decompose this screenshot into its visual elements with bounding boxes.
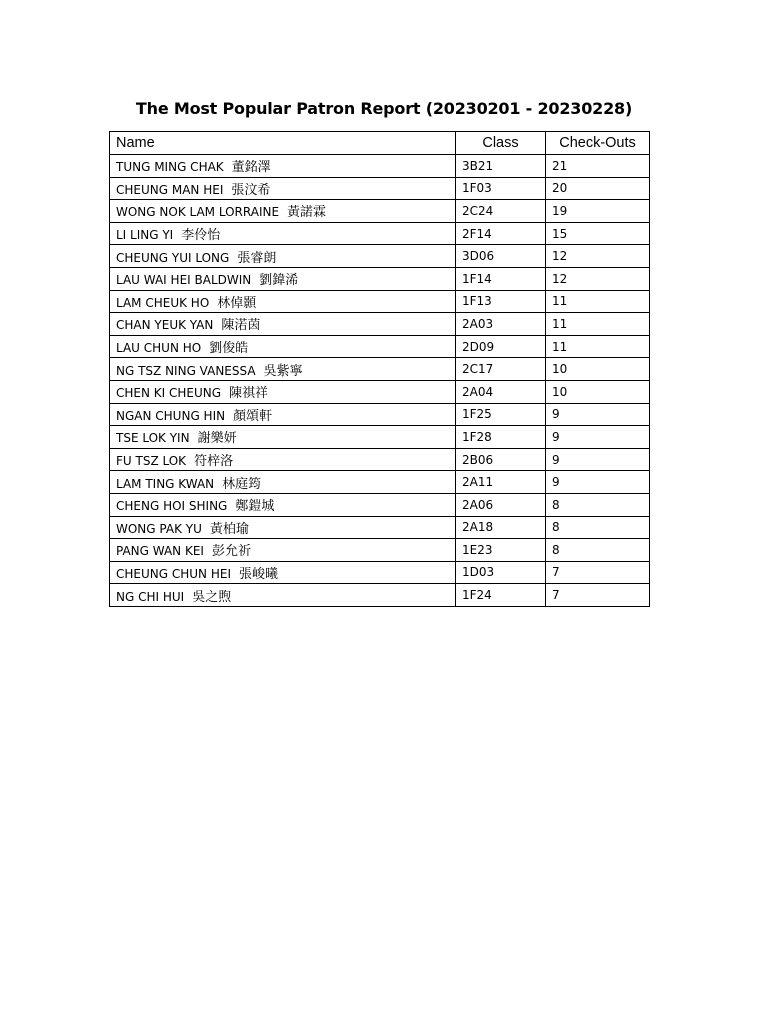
table-row xyxy=(110,516,650,539)
patron-name-chinese: 張峻曦 xyxy=(238,566,278,582)
cell-name xyxy=(110,561,456,584)
patron-name-english: FU TSZ LOK xyxy=(116,454,187,469)
patron-name-chinese: 陳渃茵 xyxy=(221,318,261,334)
patron-name-english: NG TSZ NING VANESSA xyxy=(116,363,256,378)
patron-name-english: CHENG HOI SHING xyxy=(116,499,228,514)
cell-name xyxy=(110,245,456,268)
patron-name-english: LAM TING KWAN xyxy=(116,476,215,491)
cell-class: 1F28 xyxy=(456,426,546,449)
cell-name xyxy=(110,584,456,607)
patron-name-english: CHAN YEUK YAN xyxy=(116,318,214,333)
patron-name-english: CHEUNG YUI LONG xyxy=(116,250,230,265)
patron-name-chinese: 符梓洛 xyxy=(194,454,234,470)
cell-class: 2F14 xyxy=(456,222,546,245)
patron-name-chinese: 劉鍏浠 xyxy=(259,273,299,289)
patron-name-english: WONG PAK YU xyxy=(116,521,202,536)
cell-checkouts: 11 xyxy=(546,290,650,313)
table-row xyxy=(110,403,650,426)
cell-name xyxy=(110,516,456,539)
patron-name-chinese: 彭允祈 xyxy=(211,544,251,560)
cell-class: 1E23 xyxy=(456,539,546,562)
patron-name-english: CHEN KI CHEUNG xyxy=(116,386,222,401)
patron-name-chinese: 吳之煦 xyxy=(192,589,232,605)
cell-class: 1F03 xyxy=(456,177,546,200)
table-body xyxy=(110,155,650,607)
cell-checkouts: 10 xyxy=(546,380,650,403)
cell-class: 1F24 xyxy=(456,584,546,607)
cell-checkouts: 8 xyxy=(546,516,650,539)
cell-checkouts: 15 xyxy=(546,222,650,245)
cell-checkouts: 9 xyxy=(546,426,650,449)
table-row xyxy=(110,200,650,223)
patron-name-chinese: 董銘澤 xyxy=(231,160,271,176)
cell-checkouts: 7 xyxy=(546,561,650,584)
cell-class: 2C24 xyxy=(456,200,546,223)
patron-name-english: WONG NOK LAM LORRAINE xyxy=(116,205,280,220)
patron-name-english: TUNG MING CHAK xyxy=(116,160,224,175)
table-row xyxy=(110,177,650,200)
table-header-row xyxy=(110,132,650,155)
table-row xyxy=(110,155,650,178)
cell-checkouts: 9 xyxy=(546,448,650,471)
table-row xyxy=(110,471,650,494)
table-row xyxy=(110,539,650,562)
patron-name-chinese: 張睿朗 xyxy=(237,250,277,266)
patron-name-chinese: 李伶怡 xyxy=(181,228,221,244)
cell-name xyxy=(110,177,456,200)
cell-checkouts: 12 xyxy=(546,267,650,290)
patron-name-chinese: 張汶希 xyxy=(231,182,271,198)
cell-class: 2A06 xyxy=(456,493,546,516)
cell-name xyxy=(110,290,456,313)
cell-name xyxy=(110,539,456,562)
cell-class: 2D09 xyxy=(456,335,546,358)
cell-checkouts: 12 xyxy=(546,245,650,268)
table-row xyxy=(110,561,650,584)
cell-checkouts: 7 xyxy=(546,584,650,607)
table-row xyxy=(110,448,650,471)
cell-name xyxy=(110,471,456,494)
cell-name xyxy=(110,426,456,449)
cell-class: 2A18 xyxy=(456,516,546,539)
patron-name-chinese: 林庭筠 xyxy=(222,476,262,492)
cell-checkouts: 11 xyxy=(546,313,650,336)
patron-name-chinese: 劉俊皓 xyxy=(209,341,249,357)
table-row xyxy=(110,313,650,336)
table-row xyxy=(110,426,650,449)
column-header-name: Name xyxy=(110,132,456,155)
cell-name xyxy=(110,335,456,358)
cell-checkouts: 8 xyxy=(546,493,650,516)
cell-name xyxy=(110,267,456,290)
report-title: The Most Popular Patron Report (20230201 - 20230228) xyxy=(135,99,633,118)
table-row xyxy=(110,267,650,290)
patron-name-english: CHEUNG CHUN HEI xyxy=(116,566,231,581)
patron-name-english: CHEUNG MAN HEI xyxy=(116,182,224,197)
patron-name-chinese: 謝樂妍 xyxy=(197,431,237,447)
patron-name-chinese: 吳紫寧 xyxy=(263,363,303,379)
cell-checkouts: 8 xyxy=(546,539,650,562)
cell-checkouts: 9 xyxy=(546,471,650,494)
cell-checkouts: 19 xyxy=(546,200,650,223)
column-header-checkouts: Check-Outs xyxy=(546,132,650,155)
cell-name xyxy=(110,222,456,245)
table-row xyxy=(110,335,650,358)
patron-name-english: LAU CHUN HO xyxy=(116,341,202,356)
patron-name-english: PANG WAN KEI xyxy=(116,544,204,559)
patron-name-chinese: 陳祺祥 xyxy=(229,386,269,402)
cell-checkouts: 20 xyxy=(546,177,650,200)
patron-name-chinese: 林倬顥 xyxy=(217,295,257,311)
cell-class: 1F13 xyxy=(456,290,546,313)
table-row xyxy=(110,245,650,268)
table-row xyxy=(110,358,650,381)
table-row xyxy=(110,222,650,245)
table-row xyxy=(110,290,650,313)
cell-class: 2B06 xyxy=(456,448,546,471)
cell-class: 2A04 xyxy=(456,380,546,403)
cell-class: 3D06 xyxy=(456,245,546,268)
patron-name-english: NGAN CHUNG HIN xyxy=(116,408,226,423)
patron-name-chinese: 黃諾霖 xyxy=(287,205,327,221)
table-row xyxy=(110,380,650,403)
cell-class: 3B21 xyxy=(456,155,546,178)
patron-name-chinese: 黃柏瑜 xyxy=(209,521,249,537)
patron-name-chinese: 鄭鎧城 xyxy=(235,499,275,515)
patron-name-english: TSE LOK YIN xyxy=(116,431,190,446)
cell-name xyxy=(110,155,456,178)
patron-report-table xyxy=(109,131,650,607)
cell-class: 1F25 xyxy=(456,403,546,426)
cell-name xyxy=(110,358,456,381)
cell-name xyxy=(110,313,456,336)
cell-name xyxy=(110,448,456,471)
cell-checkouts: 21 xyxy=(546,155,650,178)
cell-name xyxy=(110,200,456,223)
cell-class: 2A03 xyxy=(456,313,546,336)
cell-checkouts: 11 xyxy=(546,335,650,358)
cell-class: 1F14 xyxy=(456,267,546,290)
column-header-class: Class xyxy=(456,132,546,155)
cell-checkouts: 9 xyxy=(546,403,650,426)
cell-checkouts: 10 xyxy=(546,358,650,381)
cell-name xyxy=(110,380,456,403)
patron-name-english: NG CHI HUI xyxy=(116,589,185,604)
patron-name-chinese: 顏頌軒 xyxy=(233,408,273,424)
table-row xyxy=(110,584,650,607)
patron-name-english: LAM CHEUK HO xyxy=(116,295,210,310)
cell-class: 2A11 xyxy=(456,471,546,494)
patron-name-english: LI LING YI xyxy=(116,228,174,243)
cell-class: 2C17 xyxy=(456,358,546,381)
cell-name xyxy=(110,493,456,516)
cell-name xyxy=(110,403,456,426)
cell-class: 1D03 xyxy=(456,561,546,584)
table-row xyxy=(110,493,650,516)
patron-name-english: LAU WAI HEI BALDWIN xyxy=(116,273,252,288)
